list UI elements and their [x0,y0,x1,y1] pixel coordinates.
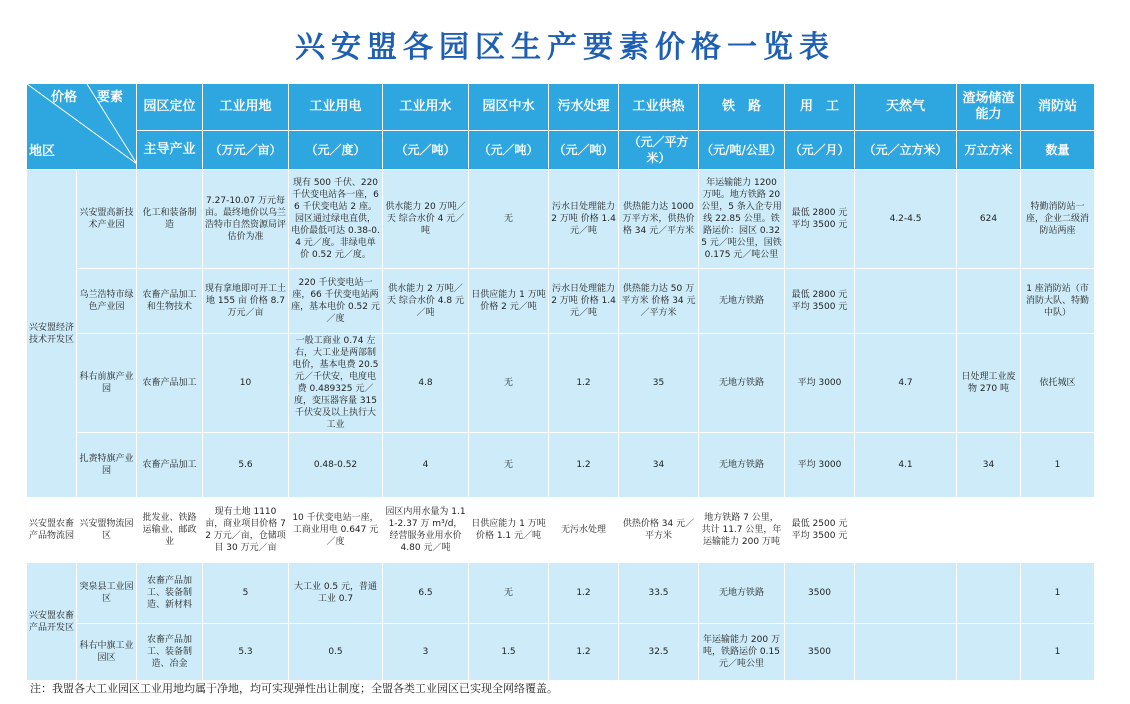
cell-industry: 农畜产品加工和生物技术 [137,269,203,334]
unit-heat: （元／平方米） [619,131,699,170]
corner-region-label: 地区 [29,144,56,159]
footnote: 注：我盟各大工业园区工业用地均属于净地，均可实现弹性出让制度；全盟各类工业园区已实现全网络覆盖。 [30,682,558,695]
header-row-2 [27,131,1095,170]
unit-power: （元／度） [289,131,383,170]
header-gas: 天然气 [855,84,957,131]
park-name: 兴安盟高新技术产业园 [77,170,137,269]
corner-factor-label: 要素 [97,90,124,105]
cell-rail: 无地方铁路 [699,269,785,334]
cell-water: 供水能力 20 万吨／天 综合水价 4 元／吨 [383,170,469,269]
cell-gas [855,563,957,624]
cell-labor: 3500 [785,624,855,681]
header-rail: 铁 路 [699,84,785,131]
park-name: 突泉县工业园区 [77,563,137,624]
cell-labor: 平均 3000 [785,433,855,498]
cell-gas [855,624,957,681]
cell-heat: 供热能力达 1000 万平方米，供热价格 34 元／平方米 [619,170,699,269]
table-row [27,334,1095,433]
cell-water: 3 [383,624,469,681]
group-label: 兴安盟农畜产品开发区 [27,563,77,681]
cell-industry: 化工和装备制造 [137,170,203,269]
cell-water: 供水能力 2 万吨／天 综合水价 4.8 元／吨 [383,269,469,334]
unit-rail: （元/吨/公里） [699,131,785,170]
cell-heat: 34 [619,433,699,498]
park-name: 兴安盟物流园区 [77,498,137,563]
cell-labor: 最低 2500 元 平均 3500 元 [785,498,855,563]
unit-gas: （元／立方米） [855,131,957,170]
cell-slag [957,269,1021,334]
cell-water: 园区内用水量为 1.11-2.37 万 m³/d，经营服务业用水价 4.80 元／吨 [383,498,469,563]
table-row [27,170,1095,269]
cell-industry: 农畜产品加工、装备制造、新材料 [137,563,203,624]
cell-power: 现有 500 千伏、220 千伏变电站各一座，66 千伏变电站 2 座。园区通过绿电直供，电价最低可达 0.38-0.4 元／度。非绿电单价 0.52 元／度。 [289,170,383,269]
cell-labor: 最低 2800 元 平均 3500 元 [785,269,855,334]
cell-rail: 年运输能力 200 万吨，铁路运价 0.15 元／吨公里 [699,624,785,681]
cell-heat: 32.5 [619,624,699,681]
cell-water: 6.5 [383,563,469,624]
cell-rail: 无地方铁路 [699,334,785,433]
cell-land: 5 [203,563,289,624]
cell-heat: 供热价格 34 元／平方米 [619,498,699,563]
header-water: 工业用水 [383,84,469,131]
cell-rail: 地方铁路 7 公里，共计 11.7 公里，年运输能力 200 万吨 [699,498,785,563]
unit-labor: （元／月） [785,131,855,170]
cell-fire: 依托城区 [1021,334,1095,433]
header-power: 工业用电 [289,84,383,131]
cell-industry: 批发业、铁路运输业、邮政业 [137,498,203,563]
header-heat: 工业供热 [619,84,699,131]
cell-sewage: 1.2 [549,563,619,624]
header-corner-cell [27,84,137,170]
cell-reclaimed: 日供应能力 1 万吨 价格 2 元／吨 [469,269,549,334]
cell-heat: 33.5 [619,563,699,624]
cell-sewage: 1.2 [549,334,619,433]
unit-reclaimed-water: （元／吨） [469,131,549,170]
cell-land: 5.6 [203,433,289,498]
cell-gas: 4.7 [855,334,957,433]
cell-gas: 4.1 [855,433,957,498]
park-name: 乌兰浩特市绿色产业园 [77,269,137,334]
cell-heat: 35 [619,334,699,433]
header-reclaimed-water: 园区中水 [469,84,549,131]
header-fire: 消防站 [1021,84,1095,131]
cell-fire: 特勤消防站一座，企业二级消防站两座 [1021,170,1095,269]
cell-water: 4 [383,433,469,498]
cell-slag: 34 [957,433,1021,498]
cell-reclaimed: 无 [469,170,549,269]
park-name: 科右前旗产业园 [77,334,137,433]
group-label: 兴安盟农畜产品物流园 [27,498,77,563]
cell-rail: 年运输能力 1200 万吨。地方铁路 20 公里，5 条入企专用线 22.85 公里。铁路运价：园区 0.325 元／吨公里，国铁 0.175 元／吨公里 [699,170,785,269]
header-park-position: 园区定位 [137,84,203,131]
cell-sewage: 1.2 [549,433,619,498]
cell-power: 0.5 [289,624,383,681]
header-slag: 渣场储渣能力 [957,84,1021,131]
cell-land: 10 [203,334,289,433]
cell-land: 现有土地 1110 亩，商业项目价格 72 万元／亩，仓储项目 30 万元／亩 [203,498,289,563]
cell-water: 4.8 [383,334,469,433]
cell-power: 大工业 0.5 元，普通工业 0.7 [289,563,383,624]
unit-sewage: （元／吨） [549,131,619,170]
cell-industry: 农畜产品加工、装备制造、冶金 [137,624,203,681]
cell-fire: 1 [1021,433,1095,498]
cell-labor: 平均 3000 [785,334,855,433]
cell-slag [957,498,1021,563]
cell-industry: 农畜产品加工 [137,433,203,498]
header-row-1 [27,84,1095,131]
cell-land: 5.3 [203,624,289,681]
cell-gas [855,498,957,563]
cell-sewage: 污水日处理能力 2 万吨 价格 1.4 元／吨 [549,170,619,269]
unit-land: （万元／亩） [203,131,289,170]
cell-reclaimed: 无 [469,563,549,624]
header-sewage: 污水处理 [549,84,619,131]
park-name: 科右中旗工业园区 [77,624,137,681]
cell-labor: 3500 [785,563,855,624]
unit-water: （元／吨） [383,131,469,170]
park-name: 扎赉特旗产业园 [77,433,137,498]
table-row [27,433,1095,498]
cell-slag [957,563,1021,624]
cell-reclaimed: 1.5 [469,624,549,681]
cell-land: 现有拿地即可开工土地 155 亩 价格 8.7 万元／亩 [203,269,289,334]
cell-industry: 农畜产品加工 [137,334,203,433]
cell-land: 7.27-10.07 万元每亩。最终地价以乌兰浩特市自然资源局评估价为准 [203,170,289,269]
cell-power: 10 千伏变电站一座，工商业用电 0.647 元／度 [289,498,383,563]
page-title: 兴安盟各园区生产要素价格一览表 [295,30,835,65]
cell-power: 一般工商业 0.74 左右，大工业是两部制电价，基本电费 20.5 元／千伏安，电度电费 0.489325 元／度，变压器容量 315 千伏安及以上执行大工业 [289,334,383,433]
price-table [26,83,1095,681]
table-row [27,269,1095,334]
cell-sewage: 1.2 [549,624,619,681]
cell-rail: 无地方铁路 [699,433,785,498]
cell-heat: 供热能力达 50 万平方米 价格 34 元／平方米 [619,269,699,334]
table-row [27,498,1095,563]
group-label: 兴安盟经济技术开发区 [27,170,77,498]
cell-power: 0.48-0.52 [289,433,383,498]
cell-rail: 无地方铁路 [699,563,785,624]
cell-slag: 624 [957,170,1021,269]
cell-reclaimed: 无 [469,433,549,498]
corner-price-label: 价格 [51,90,78,105]
cell-fire [1021,498,1095,563]
header-land: 工业用地 [203,84,289,131]
table-row [27,563,1095,624]
cell-slag [957,624,1021,681]
cell-labor: 最低 2800 元 平均 3500 元 [785,170,855,269]
header-labor: 用 工 [785,84,855,131]
cell-sewage: 污水日处理能力 2 万吨 价格 1.4 元／吨 [549,269,619,334]
cell-sewage: 无污水处理 [549,498,619,563]
table-row [27,624,1095,681]
cell-power: 220 千伏变电站一座，66 千伏变电站两座，基本电价 0.52 元／度 [289,269,383,334]
cell-slag: 日处理工业废物 270 吨 [957,334,1021,433]
cell-gas: 4.2-4.5 [855,170,957,269]
cell-fire: 1 座消防站（市消防大队、特勤中队） [1021,269,1095,334]
cell-fire: 1 [1021,563,1095,624]
cell-gas [855,269,957,334]
cell-fire: 1 [1021,624,1095,681]
header-main-industry: 主导产业 [137,131,203,170]
cell-reclaimed: 日供应能力 1 万吨 价格 1.1 元／吨 [469,498,549,563]
cell-reclaimed: 无 [469,334,549,433]
unit-fire: 数量 [1021,131,1095,170]
unit-slag: 万立方米 [957,131,1021,170]
